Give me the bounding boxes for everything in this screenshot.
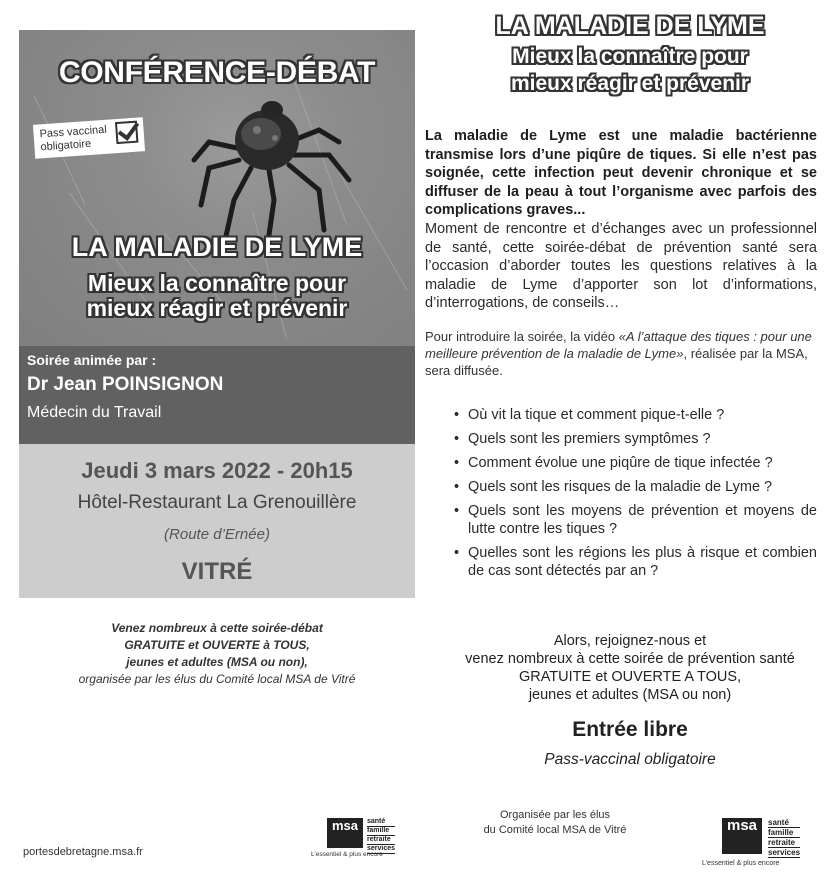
right-subtitle-1: Mieux la connaître pour [512,45,748,68]
list-item: • Quels sont les moyens de prévention et moyens de lutte contre les tiques ? [454,502,817,538]
left-invite-line1: Venez nombreux à cette soirée-débat [111,621,323,635]
speaker-role: Médecin du Travail [27,404,162,421]
msa-logo-tagline: L’essentiel & plus encore [311,851,383,858]
event-info-panel [19,444,415,598]
list-item: • Quels sont les risques de la maladie de Lyme ? [454,478,817,496]
cta-line3: GRATUITE et OUVERTE A TOUS, [518,669,742,685]
list-item: • Quels sont les premiers symptômes ? [454,430,817,448]
msa-logo-line: famille [768,828,800,838]
left-invite-line2: GRATUITE et OUVERTE à TOUS, [124,638,310,652]
msa-logo-line: services [367,845,396,852]
event-road: (Route d’Ernée) [164,526,270,543]
video-title: «A l’attaque des tiques : pour une meilleure prévention de la maladie de Lyme» [425,329,812,361]
video-pre: Pour introduire la soirée, la vidéo [425,329,619,344]
poster-subtitle-2: mieux réagir et prévenir [86,295,348,321]
event-date: Jeudi 3 mars 2022 - 20h15 [81,458,353,483]
cta-line1: Alors, rejoignez-nous et [553,633,707,649]
call-to-action [425,632,835,704]
organiser-line2: du Comité local MSA de Vitré [483,824,627,836]
poster-header: CONFÉRENCE-DÉBAT [58,56,376,89]
intro-bold: La maladie de Lyme est une maladie bactérienne transmise lors d’une piqûre de tiques. Si elle n’est pas soignée, cette infection peut devenir chronique et se diffuser de la peau à tout l’organisme avec parfois des complications graves... [425,128,817,218]
event-venue: Hôtel-Restaurant La Grenouillère [77,492,357,513]
msa-logo-line: famille [367,827,395,836]
msa-logo-lines [367,818,395,854]
left-invite-line4: organisée par les élus du Comité local MSA de Vitré [78,672,356,686]
msa-logo-line: santé [367,818,395,827]
msa-logo-mark: msa [327,818,363,848]
msa-logo-line: services [768,848,801,857]
footer-website[interactable]: portesdebretagne.msa.fr [23,846,143,858]
list-item: • Où vit la tique et comment pique-t-elle ? [454,406,817,424]
msa-logo-line: retraite [367,836,395,845]
cta-line4: jeunes et adultes (MSA ou non) [528,687,732,703]
msa-logo-line: santé [768,818,800,828]
msa-logo-line: retraite [768,838,800,848]
event-city: VITRÉ [181,558,253,585]
msa-logo-right [702,817,801,868]
right-title: LA MALADIE DE LYME [495,12,765,40]
pass-badge-text: Pass vaccinal obligatoire [39,123,108,154]
checkbox-icon [115,121,138,144]
msa-logo-tagline: L’essentiel & plus encore [702,860,780,867]
intro-text: Moment de rencontre et d’échanges avec un professionnel de santé, cette soirée-débat de prévention santé sera l’occasion d’aborder toutes les questions relatives à la maladie de Lyme d’apporter son lot d’informations, d’interrogations, de conseils… [425,221,817,311]
pass-required: Pass-vaccinal obligatoire [544,751,716,768]
poster-subtitle-1: Mieux la connaître pour [87,270,347,296]
msa-logo-left [311,818,405,864]
question-list [454,406,817,586]
entry-free: Entrée libre [572,718,688,741]
cta-line2: venez nombreux à cette soirée de prévention santé [465,651,795,667]
msa-logo-lines [768,818,800,858]
right-subtitle-2: mieux réagir et prévenir [510,72,750,95]
poster-title: LA MALADIE DE LYME [71,232,363,262]
video-post: , réalisée par la MSA, sera diffusée. [425,346,808,378]
left-invite [19,620,415,688]
left-invite-line3: jeunes et adultes (MSA ou non), [126,655,308,669]
msa-logo-mark: msa [722,818,762,854]
speaker-name: Dr Jean POINSIGNON [27,374,224,395]
organiser-note [440,808,670,838]
speaker-panel [19,346,415,444]
video-paragraph [425,328,817,379]
organiser-line1: Organisée par les élus [499,809,611,821]
list-item: • Comment évolue une piqûre de tique infectée ? [454,454,817,472]
speaker-intro: Soirée animée par : [27,352,157,368]
list-item: • Quelles sont les régions les plus à risque et combien de cas sont détectés par an ? [454,544,817,580]
